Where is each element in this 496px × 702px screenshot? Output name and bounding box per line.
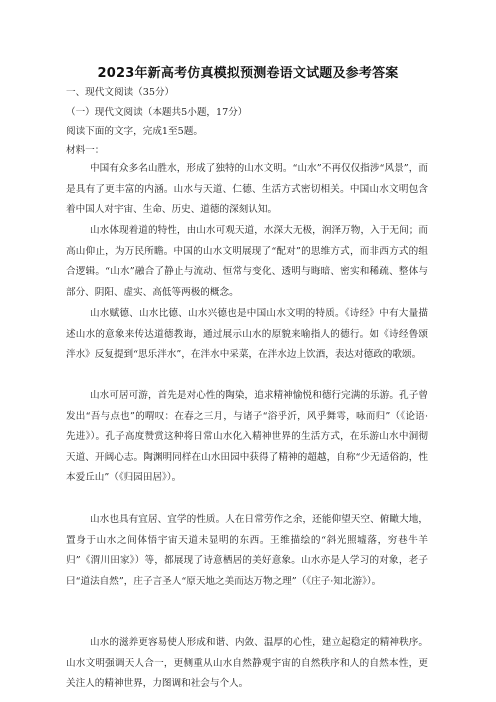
paragraph-6: 山水的滋养更容易使人形成和谐、内敛、温厚的心性，建立起稳定的精神秩序。山水文明强调天人合一，更侧重从山水自然静观宇宙的自然秩序和人的自然本性，更关注人的精神世界，力图调和社会与个人。 [66, 637, 428, 689]
paragraph-4: 山水可居可游，首先是对心性的陶染，追求精神愉悦和德行完满的乐游。孔子曾发出“吾与点也”的喟叹：在春之三月，与诸子“浴乎沂，风乎舞雩，咏而归”（《论语·先进》）。孔子高度赞赏这种将日常山水化入精神世界的生活方式，在乐游山水中洞彻天道、开阔心志。陶渊明同样在山水田园中获得了精神的超越，自称“少无适俗韵，性本爱丘山”（《归园田居》）。 [66, 390, 428, 483]
document-title: 2023年新高考仿真模拟预测卷语文试题及参考答案 [97, 66, 399, 81]
paragraph-1: 中国有众多名山胜水，形成了独特的山水文明。“山水”不再仅仅指涉“风景”，而是具有了更丰富的内涵。山水与天道、仁德、生活方式密切相关。中国山水文明包含着中国人对宇宙、生命、历史、道德的深刻认知。 [66, 163, 428, 215]
subsection-heading: （一）现代文阅读（本题共5小题，17分） [66, 107, 248, 118]
paragraph-5: 山水也具有宜居、宜学的性质。人在日常劳作之余，还能仰望天空、俯瞰大地，置身于山水之间体悟宇宙天道未显明的东西。王维描绘的“斜光照墟落，穷巷牛羊归”《渭川田家》）等，都展现了诗意栖居的美好意象。山水亦是人学习的对象，老子曰“道法自然”，庄子言圣人“原天地之美而达万物之理”（《庄子·知北游》）。 [66, 514, 428, 587]
paragraph-2: 山水体现着道的特性，由山水可观天道，水深大无极，润泽万物，入于无间；而高山仰止，为万民所瞻。中国的山水文明展现了“配对”的思维方式，而非西方式的组合逻辑。“山水”融合了静止与流动、恒常与变化、透明与晦暗、密实和稀疏、整体与部分、阴阳、虚实、高低等两极的概念。 [66, 225, 428, 298]
section-heading: 一、现代文阅读（35分） [66, 87, 175, 98]
reading-instruction: 阅读下面的文字，完成1至5题。 [66, 126, 203, 137]
material-label: 材料一： [66, 145, 105, 156]
paragraph-3: 山水赋德、山水比德、山水兴德也是中国山水文明的特质。《诗经》中有大量描述山水的意象来传达道德教诲，通过展示山水的原貌来喻指人的德行。如《诗经鲁颂泮水》反复提到“思乐泮水”，在泮水中采菜，在泮水边上饮酒，表达对德政的歌颂。 [66, 308, 428, 360]
